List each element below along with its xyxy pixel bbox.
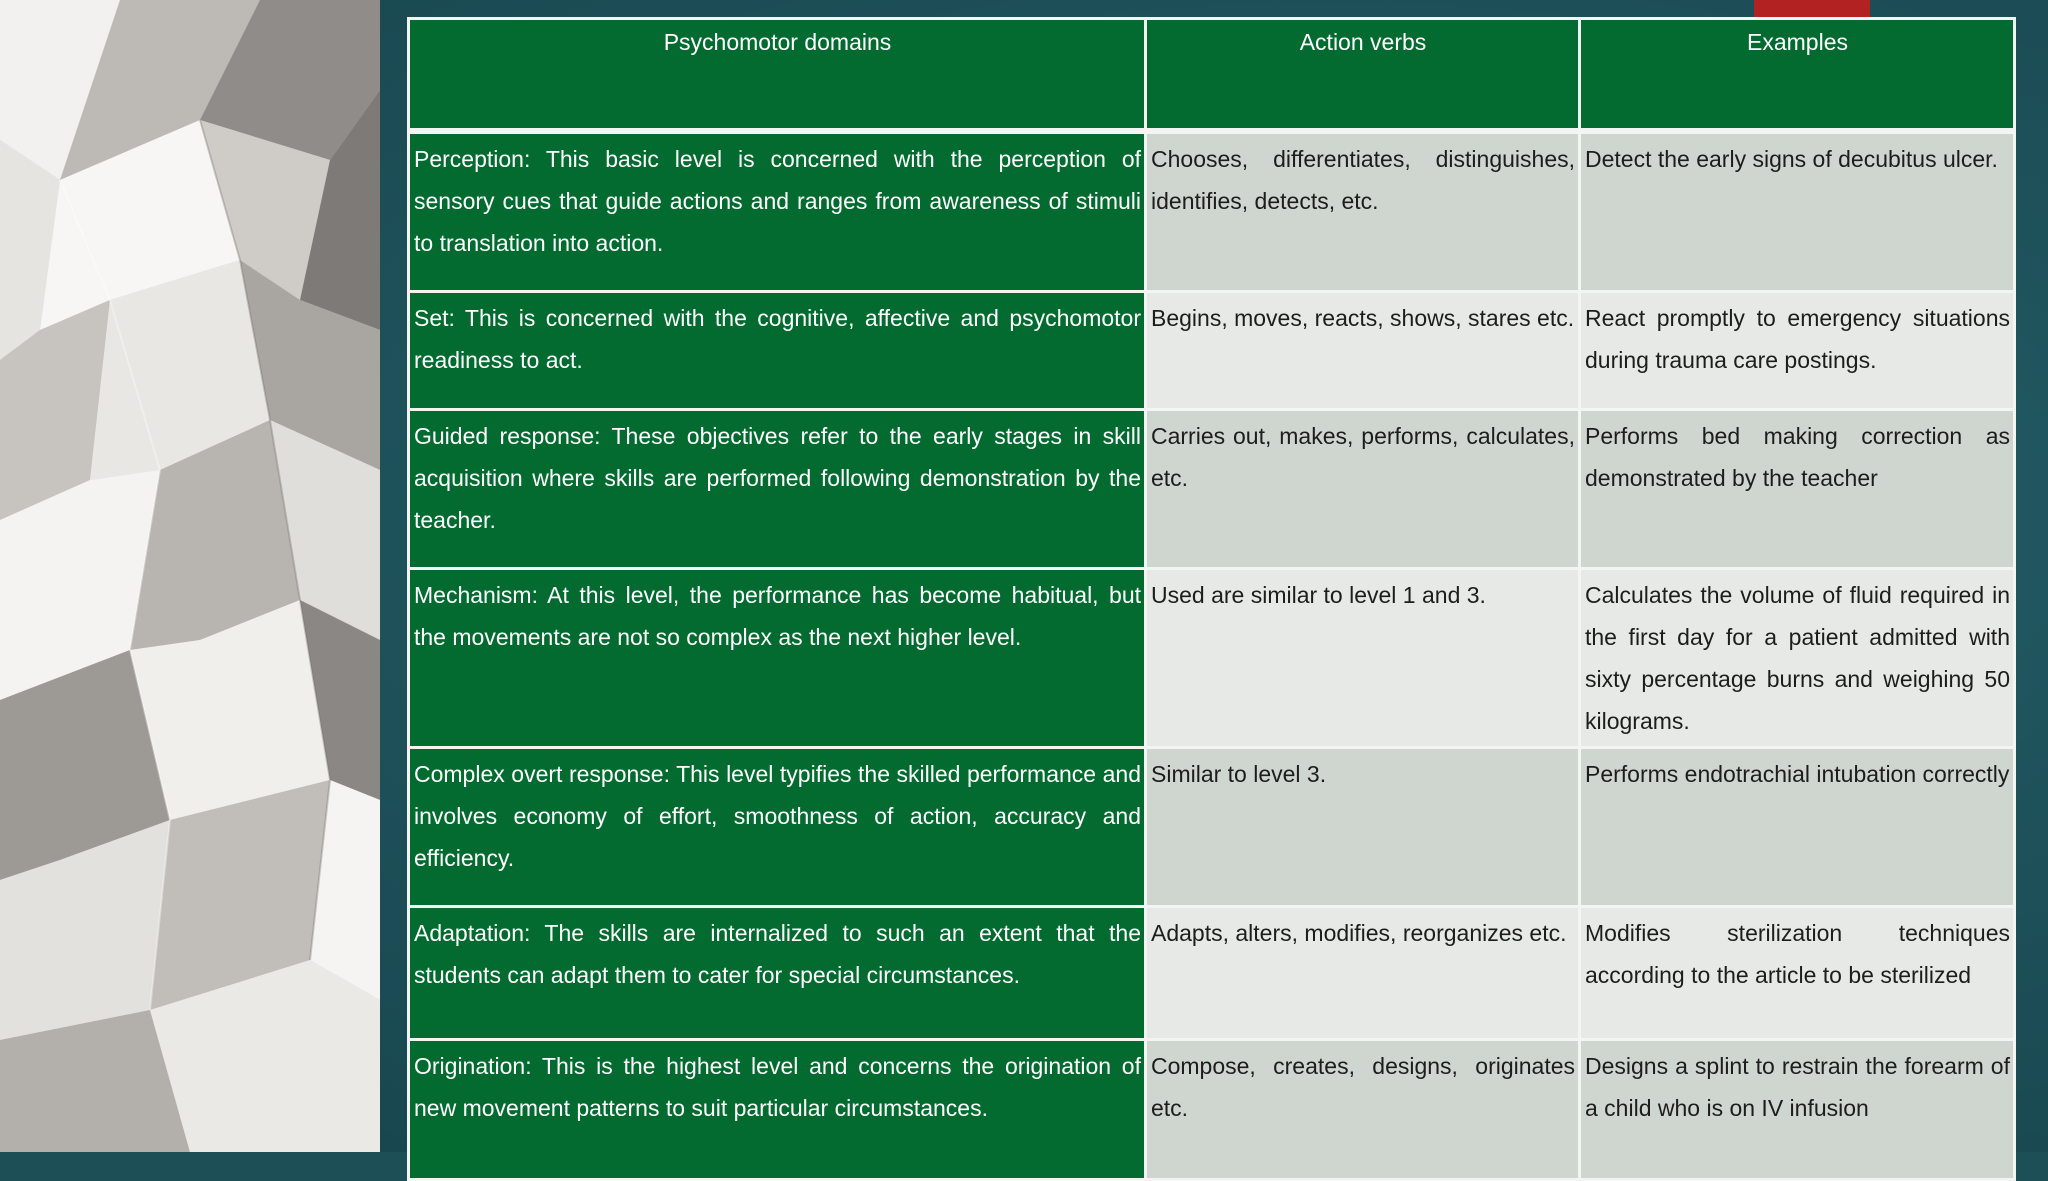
table-row: [409, 1039, 2015, 1179]
example-cell: Designs a splint to restrain the forearm of a child who is on IV infusion: [1580, 1039, 2015, 1179]
example-cell: React promptly to emergency situations during trauma care postings.: [1580, 291, 2015, 409]
header-examples: Examples: [1580, 19, 2015, 132]
table-row: [409, 409, 2015, 568]
accent-red-tab: [1754, 0, 1870, 17]
domain-cell: Adaptation: The skills are internalized to such an extent that the students can adapt them to cater for special circumstances.: [409, 906, 1146, 1039]
domain-cell: Mechanism: At this level, the performance has become habitual, but the movements are not so complex as the next higher level.: [409, 568, 1146, 747]
action-verbs-cell: Used are similar to level 1 and 3.: [1146, 568, 1580, 747]
example-cell: Modifies sterilization techniques according to the article to be sterilized: [1580, 906, 2015, 1039]
psychomotor-table-container: [407, 17, 2013, 1181]
table-row: [409, 568, 2015, 747]
domain-cell: Perception: This basic level is concerned with the perception of sensory cues that guide actions and ranges from awareness of stimuli to translation into action.: [409, 131, 1146, 291]
example-cell: Detect the early signs of decubitus ulcer.: [1580, 131, 2015, 291]
crystal-pattern-graphic: [0, 0, 380, 1152]
action-verbs-cell: Similar to level 3.: [1146, 747, 1580, 906]
table-header-row: [409, 19, 2015, 132]
domain-cell: Origination: This is the highest level and concerns the origination of new movement patterns to suit particular circumstances.: [409, 1039, 1146, 1179]
action-verbs-cell: Chooses, differentiates, distinguishes, identifies, detects, etc.: [1146, 131, 1580, 291]
domain-cell: Set: This is concerned with the cognitive, affective and psychomotor readiness to act.: [409, 291, 1146, 409]
table-row: [409, 747, 2015, 906]
table-row: [409, 291, 2015, 409]
action-verbs-cell: Compose, creates, designs, originates etc.: [1146, 1039, 1580, 1179]
table-row: [409, 906, 2015, 1039]
domain-cell: Guided response: These objectives refer to the early stages in skill acquisition where skills are performed following demonstration by the teacher.: [409, 409, 1146, 568]
example-cell: Performs endotrachial intubation correctly: [1580, 747, 2015, 906]
decorative-crystal-panel: [0, 0, 380, 1152]
domain-cell: Complex overt response: This level typifies the skilled performance and involves economy of effort, smoothness of action, accuracy and efficiency.: [409, 747, 1146, 906]
header-action-verbs: Action verbs: [1146, 19, 1580, 132]
header-psychomotor-domains: Psychomotor domains: [409, 19, 1146, 132]
action-verbs-cell: Adapts, alters, modifies, reorganizes etc.: [1146, 906, 1580, 1039]
action-verbs-cell: Begins, moves, reacts, shows, stares etc.: [1146, 291, 1580, 409]
table-row: [409, 131, 2015, 291]
example-cell: Calculates the volume of fluid required in the first day for a patient admitted with sixty percentage burns and weighing 50 kilograms.: [1580, 568, 2015, 747]
action-verbs-cell: Carries out, makes, performs, calculates, etc.: [1146, 409, 1580, 568]
psychomotor-domains-table: [407, 17, 2016, 1181]
example-cell: Performs bed making correction as demonstrated by the teacher: [1580, 409, 2015, 568]
